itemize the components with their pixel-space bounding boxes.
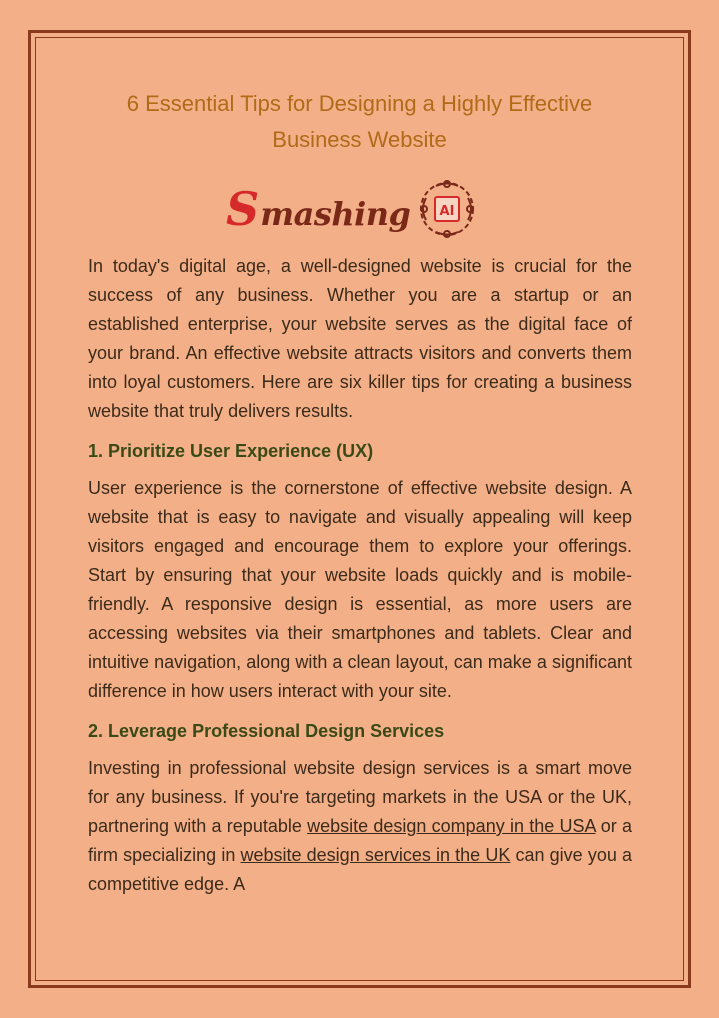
logo-mark-text: AI: [439, 204, 455, 219]
section-2-text-3: can give you a competitive edge. A: [88, 845, 632, 894]
logo-first-letter: S: [226, 182, 260, 236]
title-line-2: Business Website: [272, 127, 447, 152]
usa-design-company-link[interactable]: website design company in the USA: [307, 816, 596, 836]
section-1-heading: 1. Prioritize User Experience (UX): [88, 441, 374, 461]
document-title: [60, 86, 659, 158]
smashing-logo: [226, 176, 496, 242]
title-line-1: 6 Essential Tips for Designing a Highly Effective: [126, 91, 593, 116]
section-1-paragraph: User experience is the cornerstone of effective website design. A website that is easy to navigate and visually appealing will keep visitors engaged and encourage them to explore your offerings. Start by ensuring that your website loads quickly and is mobile-friendly. A responsive design is essential, as more users are accessing websites via their smartphones and tablets. Clear and intuitive navigation, along with a clean layout, can make a significant difference in how users interact with your site.: [88, 478, 632, 701]
article-body: [88, 252, 632, 910]
intro-paragraph: In today's digital age, a well-designed website is crucial for the success of any business. Whether you are a startup or an established enterprise, your website serves as the digital face of your brand. An effective website attracts visitors and converts them into loyal customers. Here are six killer tips for creating a business website that truly delivers results.: [88, 256, 632, 421]
section-2-paragraph: [88, 754, 632, 899]
section-2-text-2: or a firm specializing in: [88, 816, 632, 865]
ai-badge-icon: [416, 178, 478, 240]
section-2-heading: 2. Leverage Professional Design Services: [88, 721, 445, 741]
section-2-text-1: Investing in professional website design services is a smart move for any business. If you're targeting markets in the USA or the UK, partnering with a reputable: [88, 758, 632, 836]
logo-wordmark: mashing: [260, 195, 411, 233]
uk-design-services-link[interactable]: website design services in the UK: [240, 845, 511, 865]
